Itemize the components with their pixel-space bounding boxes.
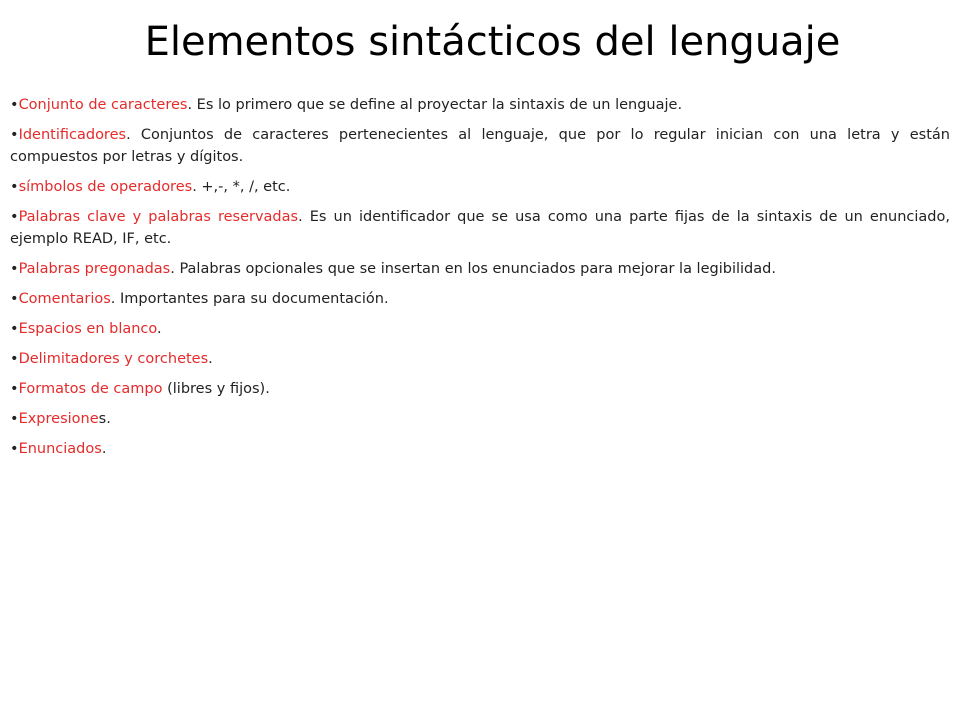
bullet-item-comentarios [10, 288, 950, 310]
bullet-description: . Palabras opcionales que se insertan en los enunciados para mejorar la legibilidad. [170, 261, 776, 277]
bullet-description: (libres y fijos). [162, 381, 270, 397]
bullet-marker: • [10, 209, 19, 225]
bullet-term: Enunciados [18, 441, 102, 457]
bullet-marker: • [10, 411, 19, 427]
bullet-item-simbolos-de-operadores [10, 176, 950, 198]
bullet-description: . [157, 321, 162, 337]
bullet-description: . +,-, *, /, etc. [192, 179, 291, 195]
bullet-term: Conjunto de caracteres [18, 97, 188, 113]
bullet-item-palabras-clave [10, 206, 950, 250]
bullet-term: Espacios en blanco [18, 321, 158, 337]
bullet-description: . [208, 351, 213, 367]
bullet-marker: • [10, 291, 19, 307]
bullet-marker: • [10, 261, 19, 277]
bullet-term: Comentarios [18, 291, 111, 307]
bullet-item-conjunto-de-caracteres [10, 94, 950, 116]
bullet-list [10, 94, 950, 468]
bullet-marker: • [10, 179, 19, 195]
bullet-marker: • [10, 127, 19, 143]
bullet-marker: • [10, 97, 19, 113]
bullet-description: . Conjuntos de caracteres pertenecientes al lenguaje, que por lo regular inician con una letra y están compuestos por letras y dígitos. [10, 127, 950, 165]
bullet-marker: • [10, 321, 19, 337]
bullet-term: Palabras clave y palabras reservadas [18, 209, 299, 225]
bullet-description: . Importantes para su documentación. [110, 291, 389, 307]
bullet-item-espacios-en-blanco [10, 318, 950, 340]
bullet-term: Palabras pregonadas [18, 261, 171, 277]
bullet-description: . Es un identificador que se usa como una parte fijas de la sintaxis de un enunciado, ejemplo READ, IF, etc. [10, 209, 950, 247]
bullet-term: Delimitadores y corchetes [18, 351, 209, 367]
bullet-item-identificadores [10, 124, 950, 168]
bullet-description: . Es lo primero que se define al proyectar la sintaxis de un lenguaje. [187, 97, 683, 113]
bullet-item-delimitadores [10, 348, 950, 370]
bullet-marker: • [10, 351, 19, 367]
bullet-item-expresiones [10, 408, 950, 430]
bullet-description: s. [98, 411, 111, 427]
bullet-marker: • [10, 381, 19, 397]
bullet-term: símbolos de operadores [18, 179, 193, 195]
bullet-item-enunciados [10, 438, 950, 460]
bullet-description: . [101, 441, 107, 457]
bullet-marker: • [10, 441, 19, 457]
bullet-item-palabras-pregonadas [10, 258, 950, 280]
bullet-item-formatos-de-campo [10, 378, 950, 400]
slide-title: Elementos sintácticos del lenguaje [144, 19, 841, 65]
bullet-term: Expresione [18, 411, 99, 427]
bullet-term: Formatos de campo [18, 381, 163, 397]
bullet-term: Identificadores [18, 127, 127, 143]
